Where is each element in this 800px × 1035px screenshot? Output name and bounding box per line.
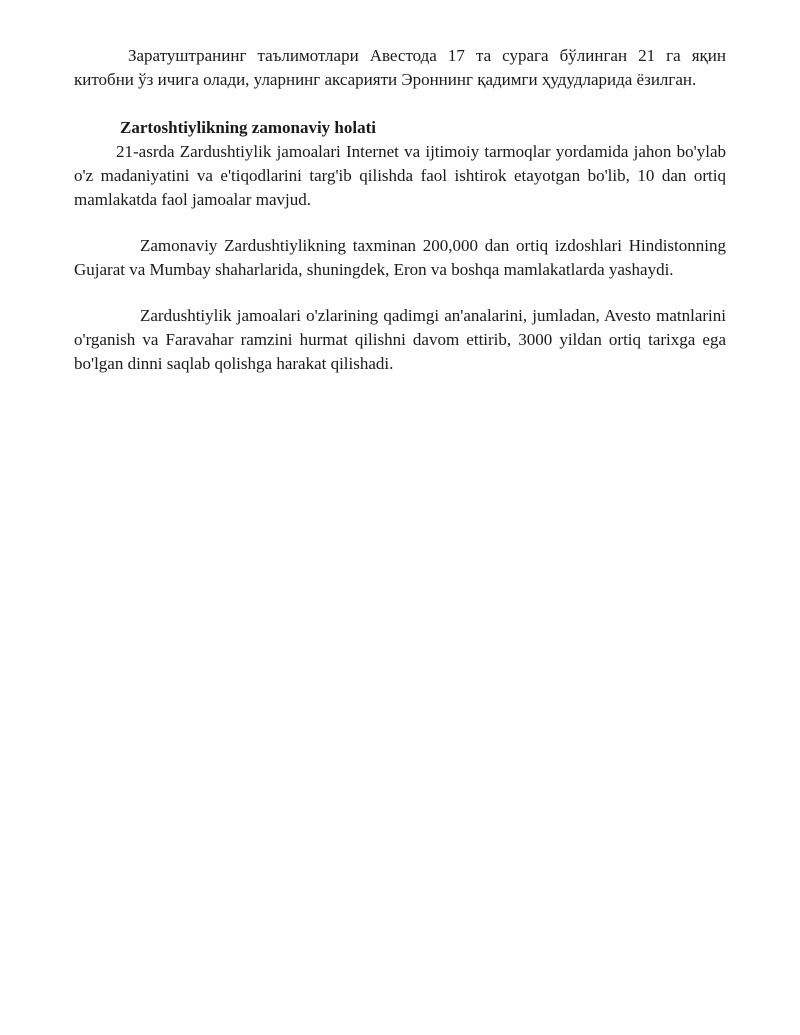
paragraph-avesta-teachings: Заратуштранинг таълимотлари Авестода 17 та сурага бўлинган 21 га яқин китобни ўз ичига олади, уларнинг аксарияти Эроннинг қадимги ҳудудларида ёзилган. — [74, 46, 726, 89]
paragraph-traditions: Zardushtiylik jamoalari o'zlarining qadimgi an'analarini, jumladan, Avesto matnlarini o'rganish va Faravahar ramzini hurmat qilishni davom ettirib, 3000 yildan ortiq tarixga ega bo'lgan dinni saqlab qolishga harakat qilishadi. — [74, 306, 726, 373]
document-page — [74, 44, 726, 376]
paragraph-internet-communities: 21-asrda Zardushtiylik jamoalari Internet va ijtimoiy tarmoqlar yordamida jahon bo'ylab o'z madaniyatini va e'tiqodlarini targ'ib qilishda faol ishtirok etayotgan bo'lib, 10 dan ortiq mamlakatda faol jamoalar mavjud. — [74, 142, 726, 209]
section-heading: Zartoshtiylikning zamonaviy holati — [120, 118, 376, 137]
paragraph-followers: Zamonaviy Zardushtiylikning taxminan 200,000 dan ortiq izdoshlari Hindistonning Gujarat va Mumbay shaharlarida, shuningdek, Eron va boshqa mamlakatlarda yashaydi. — [74, 236, 726, 279]
